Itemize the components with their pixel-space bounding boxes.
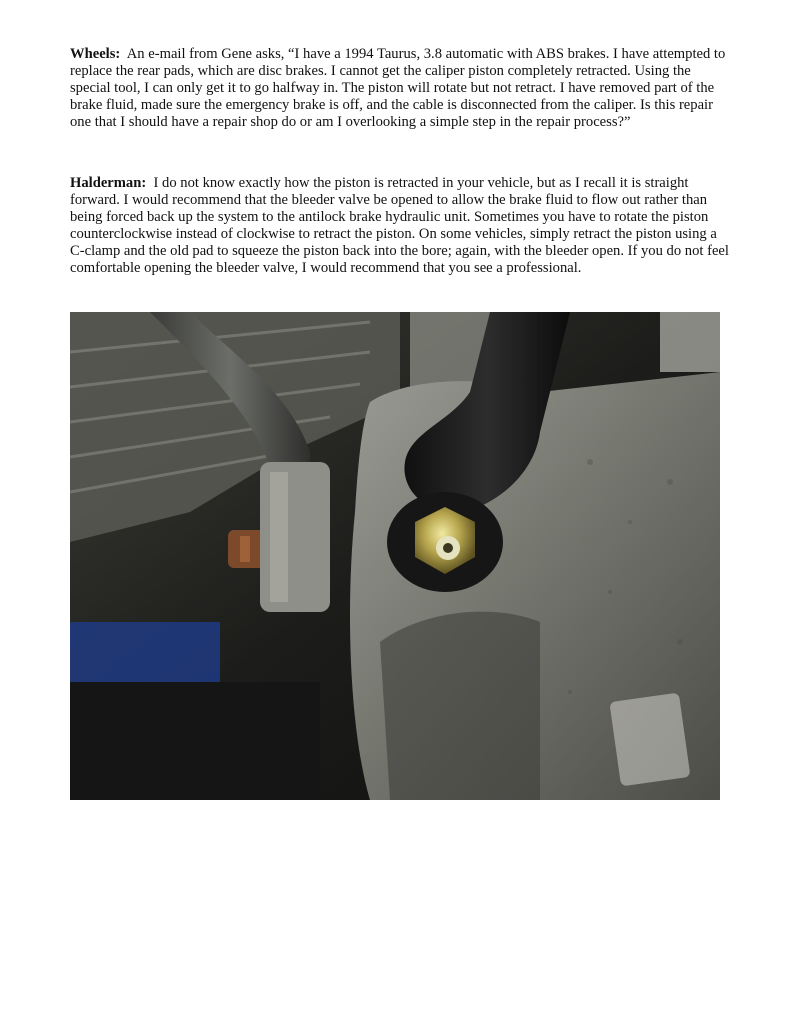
- answer-text: I do not know exactly how the piston is retracted in your vehicle, but as I recall it is straight forward. I would recommend that the bleeder valve be opened to allow the brake fluid to flow out rather than being forced back up the system to the antilock brake hydraulic unit. Sometimes you have to rotate the piston counterclockwise instead of clockwise to retract the piston. On some vehicles, simply retract the piston using a C-clamp and the old pad to squeeze the piston back into the bore; again, with the bleeder open. If you do not feel comfortable opening the bleeder valve, I would recommend that you see a professional.: [70, 175, 729, 276]
- answer-paragraph: [70, 175, 730, 276]
- question-text: An e-mail from Gene asks, “I have a 1994 Taurus, 3.8 automatic with ABS brakes. I have attempted to replace the rear pads, which are disc brakes. I cannot get the caliper piston completely retracted. Using the special tool, I can only get it to go halfway in. The piston will rotate but not retract. I have removed part of the brake fluid, made sure the emergency brake is off, and the cable is disconnected from the caliper. Is this repair one that I should have a repair shop do or am I overlooking a simple step in the repair process?”: [70, 46, 726, 130]
- photo-lower-shadow: [70, 682, 320, 800]
- brake-caliper-photo: [70, 312, 720, 800]
- answer-speaker: Halderman:: [70, 175, 147, 191]
- photo-blue-object: [70, 622, 220, 682]
- photo-illustration: [70, 312, 720, 800]
- question-paragraph: [70, 46, 730, 131]
- photo-part-label: [609, 693, 690, 787]
- question-speaker: Wheels:: [70, 46, 121, 62]
- photo-corner-highlight: [660, 312, 720, 372]
- photo-fluid-stain: [380, 612, 540, 800]
